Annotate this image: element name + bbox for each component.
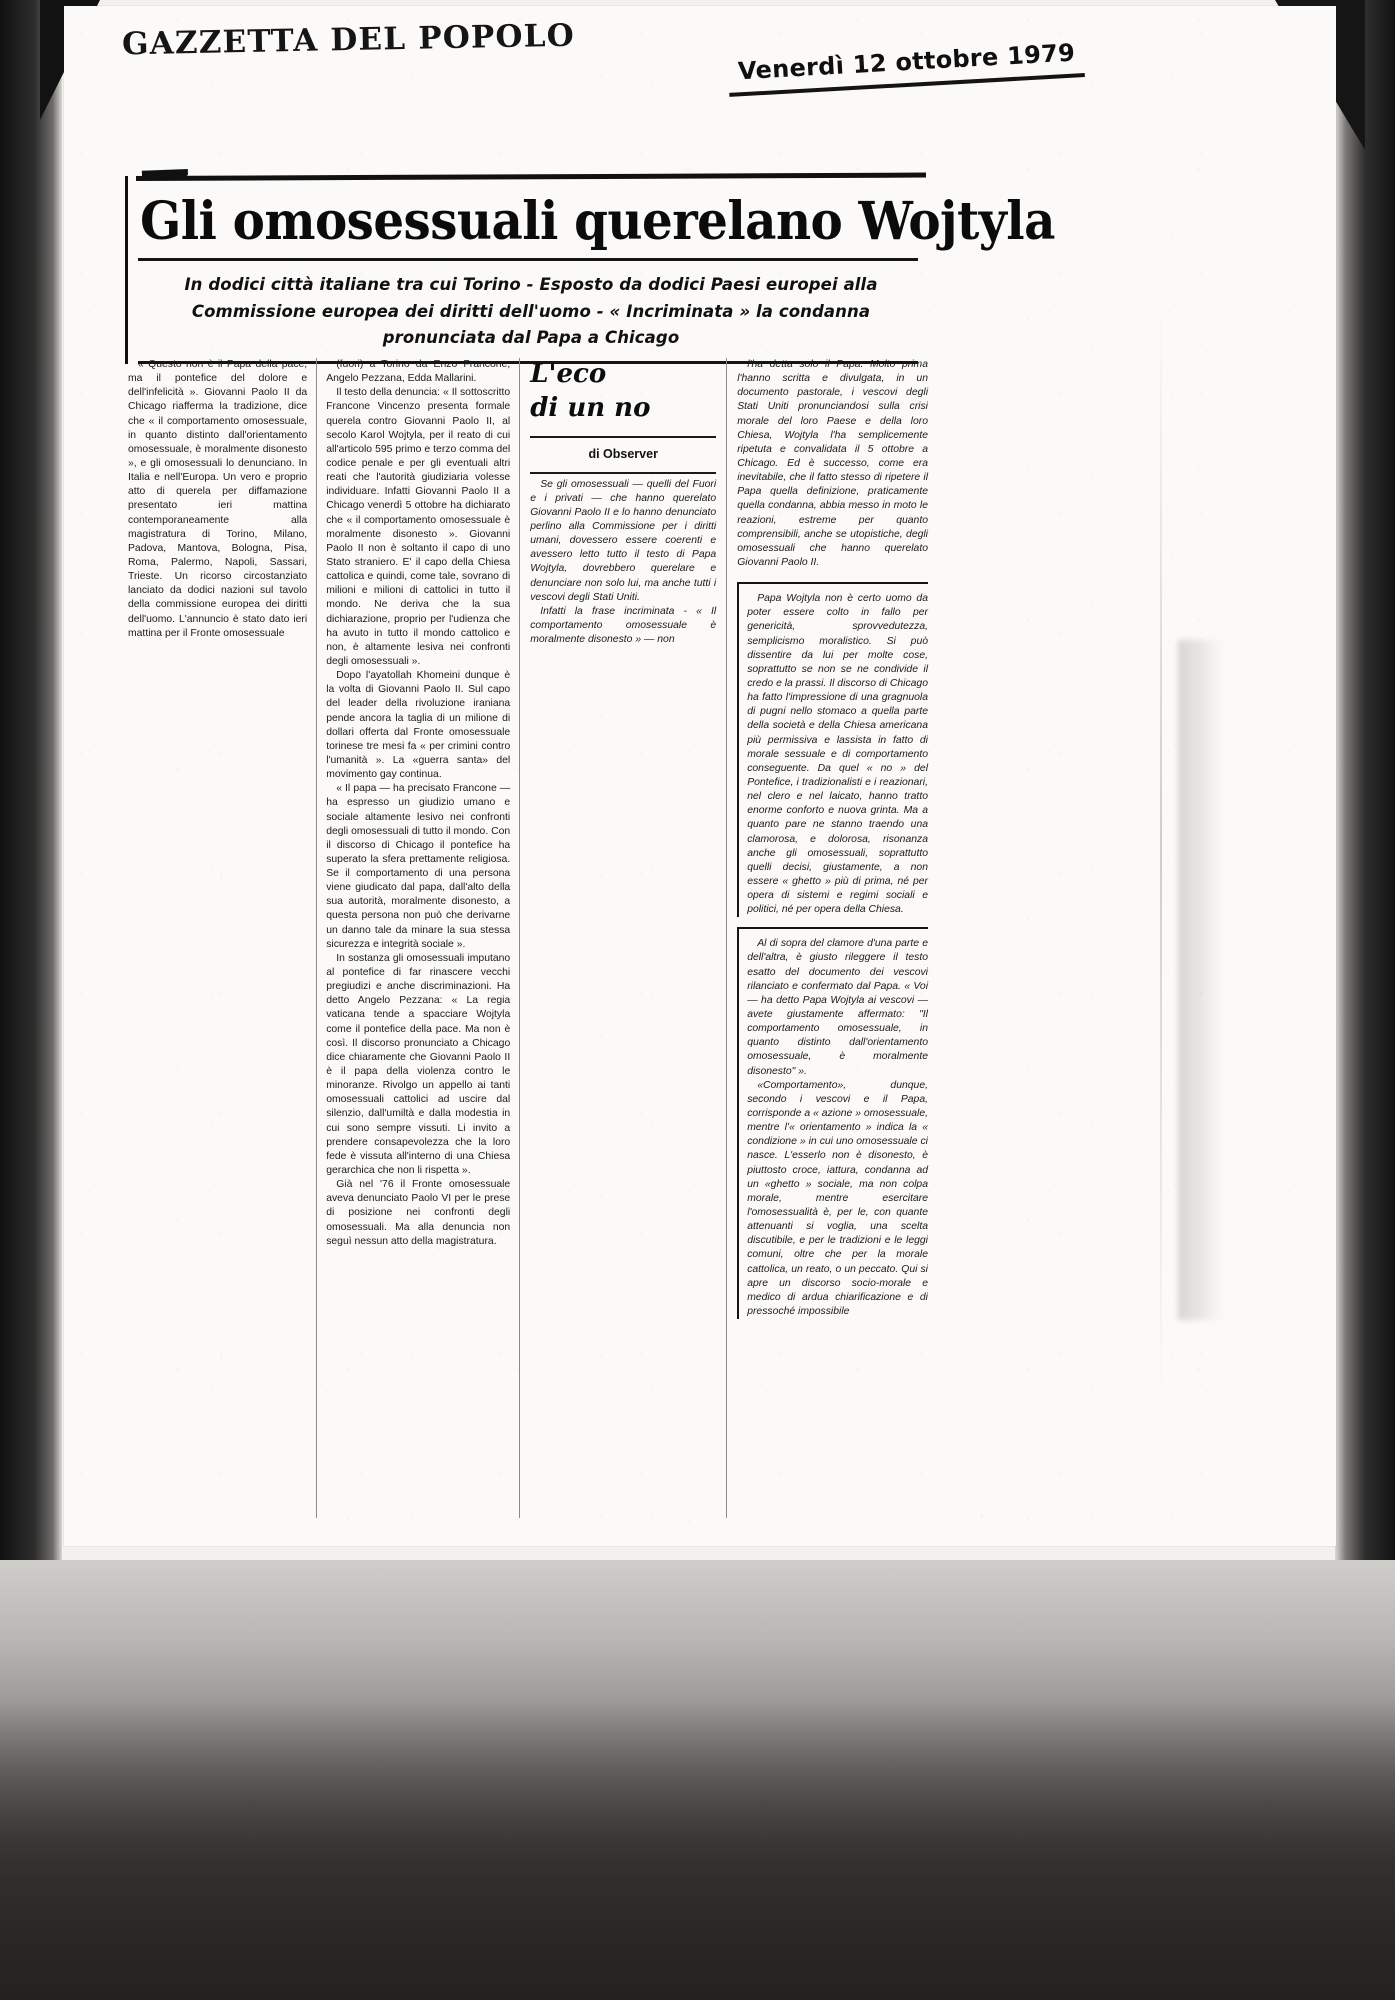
rule-top-nick xyxy=(142,169,188,180)
date-stamp-text: Venerdì 12 ottobre 1979 xyxy=(737,38,1076,86)
scanner-edge-bottom-shadow xyxy=(0,1700,1395,2000)
opinion-title xyxy=(530,358,716,426)
paragraph: Dopo l'ayatollah Khomeini dunque è la volta di Giovanni Paolo II. Sul capo del leader della rivoluzione iraniana pende ancora la taglia di un milione di dollari offerta dal Fronte omosessuale torinese tre mesi fa « per crimini contro l'umanità ». La «guerra santa» del movimento gay continua. xyxy=(326,670,511,781)
article-columns xyxy=(128,358,928,1518)
paragraph: Al di sopra del clamore d'una parte e dell'altra, è giusto rileggere il testo esatto del documento dei vescovi rilanciato e confermato dal Papa. « Voi — ha detto Papa Wojtyla ai vescovi — avete giustamente affermato: "Il comportamento omosessuale, in quanto distinto dall'orientamento omosessuale, è moralmente disonesto" ». xyxy=(747,938,928,1077)
paragraph: (fuori) a Torino da Enzo Francone, Angelo Pezzana, Edda Mallarini. xyxy=(326,359,511,385)
column-3-opinion xyxy=(519,358,726,1518)
scanner-edge-right xyxy=(1335,0,1395,1585)
article-frame xyxy=(125,176,1055,364)
paragraph: Se gli omosessuali — quelli del Fuori e i privati — che hanno querelato Giovanni Paolo II e lo hanno denunciato perlino alla Commissione per i diritti umani, dovessero essere coerenti e avessero letto tutto il testo di Papa Wojtyla, dovrebbero querelare e denunciare non solo lui, ma anche tutti i vescovi degli Stati Uniti. xyxy=(530,478,717,603)
opinion-title-line-1: L'eco xyxy=(530,359,607,389)
paragraph: Il testo della denuncia: « Il sottoscritto Francone Vincenzo presenta formale querela contro Giovanni Paolo II, al secolo Karol Wojtyla, per il reato di cui all'articolo 595 primo e terzo comma del codice penale e per gli eventuali altri reati che l'autorità giudiziaria volesse individuare. Infatti Giovanni Paolo II a Chicago venerdì 5 ottobre ha dichiarato che « il comportamento omosessuale è moralmente disonesto ». Giovanni Paolo II non è soltanto il capo di uno Stato straniero. E' il capo della Chiesa cattolica e quindi, come tale, sovrano di milioni e milioni di cattolici in tutto il mondo. Ne deriva che la sua dichiarazione, proprio per l'udienza che ha avuto in tutto il mondo cattolico e non, è altamente lesiva nei confronti degli omosessuali ». xyxy=(326,387,511,667)
scanner-edge-left xyxy=(0,0,62,1560)
column-4-box-lower xyxy=(737,927,928,1319)
column-2 xyxy=(316,358,519,1518)
paragraph: « Il papa — ha precisato Francone — ha espresso un giudizio umano e sociale altamente lesivo nei confronti degli omosessuali di tutto il mondo. Con il discorso di Chicago il pontefice ha superato la sfera prettamente religiosa. Se il comportamento di una persona viene giudicato dal papa, dall'alto della sua autorità, moralmente disonesto, a questa persona non può che derivarne un danno tale da minare la sua stessa sicurezza e integrità sociale ». xyxy=(326,783,511,950)
paragraph: In sostanza gli omosessuali imputano al pontefice di far rinascere vecchi pregiudizi e anche discriminazioni. Ha detto Angelo Pezzana: « La regia vaticana tende a spacciare Wojtyla come il pontefice della pace. Ma non è così. Il discorso pronunciato a Chicago dice chiaramente che Giovanni Paolo II è il papa della violenza contro le minoranze. Rivolgo un appello ai tanti omosessuali cattolici ad uscire dal silenzio, dall'umiltà e dalla modestia in cui sono sempre vissuti. Li invito a prendere consapevolezza che la loro fede è vissuta all'interno di una Chiesa gerarchica che non li rispetta ». xyxy=(326,952,511,1177)
paragraph: l'ha detta solo il Papa. Molto prima l'hanno scritta e divulgata, in un documento pastorale, i vescovi degli Stati Uniti pronunciandosi sulla crisi morale del loro Paese e della loro Chiesa, Wojtyla l'ha semplicemente ripetuta e convalidata il 5 ottobre a Chicago. Ed è successo, come era inevitabile, che il fatto stesso di ripetere il Papa quella definizione, praticamente quella condanna, abbia messo in moto le reazioni, estreme per quanto comprensibili, anche se utopistiche, degli omosessuali che hanno querelato Giovanni Paolo II. xyxy=(737,359,928,568)
opinion-body xyxy=(530,478,716,648)
page-title: Gli omosessuali querelano Wojtyla xyxy=(140,191,1055,252)
scan-smudge xyxy=(1178,640,1224,1320)
article-deck: In dodici città italiane tra cui Torino - Esposto da dodici Paesi europei alla Commissione europea dei diritti dell'uomo - « Incriminata » la condanna pronunciata dal Papa a Chicago xyxy=(184,275,878,348)
paragraph: Papa Wojtyla non è certo uomo da poter essere colto in fallo per genericità, sprovvedutezza, semplicismo moralistico. Si può dissentire da lui per molte cose, soprattutto se non se ne condivide il credo e la prassi. Il discorso di Chicago ha fatto l'impressione di una gragnuola di pugni nello stomaco a quella parte della società e della Chiesa americana più permissiva e lassista in fatto di morale sessuale e di comportamento conseguente. Da quel « no » del Pontefice, i tradizionalisti e i reazionari, nel clero e nel laicato, hanno tratto enorme conforto e nuova grinta. Ma a quanto pare ne stanno traendo una clamorosa, e dolorosa, risonanza anche gli omosessuali, soprattutto quelli decisi, giustamente, a non essere « ghetto » più di prima, né per opera di sistemi e regimi sociali e politici, né per opera della Chiesa. xyxy=(747,593,928,916)
rule-above-byline xyxy=(530,436,716,438)
paragraph: « Questo non è il Papa della pace, ma il pontefice del dolore e dell'infelicità ». Giovanni Paolo II da Chicago riafferma la tradizione, dice che « il comportamento omosessuale, in quanto distinto dall'orientamento omosessuale, è moralmente disonesto », e gli omosessuali lo denunciano. In Italia e nell'Europa. Un vero e proprio atto di querela per diffamazione presentato ieri mattina contemporaneamente alla magistratura di Torino, Milano, Padova, Mantova, Bologna, Pisa, Roma, Palermo, Napoli, Sassari, Trieste. Un ricorso circostanziato lanciato da dodici nazioni sul tavolo della commissione europea dei diritti dell'uomo. L'annuncio è stato dato ieri mattina per il Fronte omosessuale xyxy=(128,359,308,639)
rule-below-byline xyxy=(530,472,716,474)
paragraph: Infatti la frase incriminata - « Il comportamento omosessuale è moralmente disonesto » — non xyxy=(530,605,717,646)
opinion-title-line-2: di un no xyxy=(530,392,651,423)
paragraph: «Comportamento», dunque, secondo i vescovi e il Papa, corrisponde a « azione » omosessuale, mentre l'« orientamento » indica la « condizione » in cui uno omosessuale ci nasce. L'esserlo non è disonesto, è piuttosto croce, iattura, condanna ad un «ghetto » sociale, ma non colpa morale, mentre esercitare l'omosessualità è, per le, con quante attenuanti si voglia, una scelta discutibile, e per le tradizioni e le leggi comuni, oltre che per la morale cattolica, un reato, o un peccato. Qui si apre un discorso socio-morale e medico di ardua chiarificazione e di pressoché impossibile xyxy=(747,1079,928,1317)
column-4 xyxy=(726,358,928,1518)
paper-crease xyxy=(1160,300,1162,1400)
opinion-byline: di Observer xyxy=(588,446,658,461)
column-1 xyxy=(128,358,316,1518)
masthead-text: GAZZETTA DEL POPOLO xyxy=(121,17,576,63)
paragraph: Già nel '76 il Fronte omosessuale aveva denunciato Paolo VI per le prese di posizione nei confronti degli omosessuali. Ma alla denuncia non seguì nessun atto della magistratura. xyxy=(326,1179,511,1247)
column-4-box-upper xyxy=(737,582,928,917)
